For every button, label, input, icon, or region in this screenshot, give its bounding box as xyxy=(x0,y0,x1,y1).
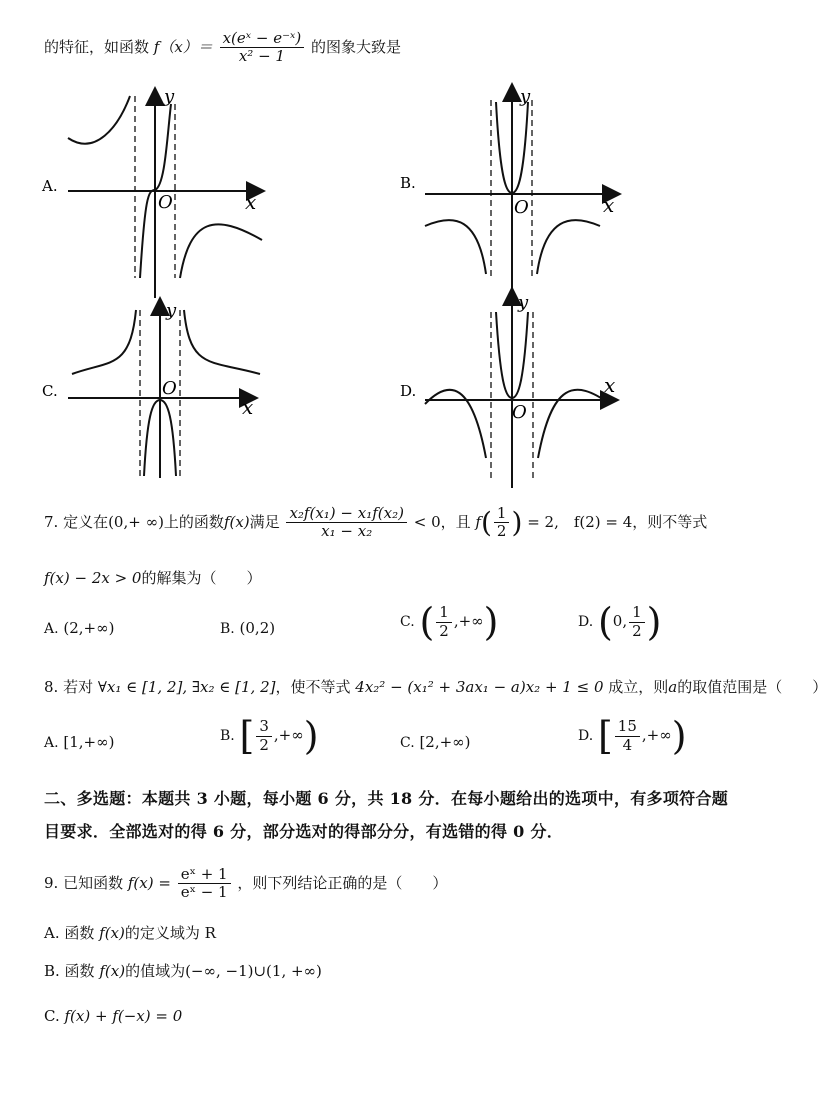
graph-b-origin: O xyxy=(514,197,529,218)
q9-option-a-tail: 的定义域为 R xyxy=(124,924,216,942)
graph-a-origin: O xyxy=(158,192,173,213)
q7-line2-tail: 的解集为（ ） xyxy=(141,569,262,587)
q9-option-a[interactable] xyxy=(44,922,216,943)
q9-lhs: f(x) = xyxy=(127,873,171,892)
graph-b-label: B. xyxy=(400,174,416,192)
q8-stem-d: 的取值范围是（ ） xyxy=(677,678,827,696)
q7-half-num: 1 xyxy=(494,505,510,523)
section2-heading-line1: 二、多选题：本题共 3 小题，每小题 6 分，共 18 分．在每小题给出的选项中，有多项符合题 xyxy=(44,789,729,808)
q8-option-d-den: 4 xyxy=(622,735,633,754)
q6-fraction xyxy=(220,30,305,66)
q8-stem-b: ，使不等式 xyxy=(275,678,351,696)
q7-f-of: f xyxy=(475,512,481,531)
graph-b xyxy=(400,86,618,288)
q7-option-b-value: (0,2) xyxy=(239,619,276,637)
q7-stem-a: 7. 定义在(0,+ ∞)上的函数 xyxy=(44,512,224,531)
q7-option-a[interactable] xyxy=(44,619,114,637)
graph-a-curve-right xyxy=(180,224,262,278)
graph-b-x-label: x xyxy=(603,193,615,217)
q7-fraction xyxy=(286,505,407,541)
graph-d xyxy=(400,290,616,488)
q8-forall: ∀x₁ ∈ [1, 2], ∃x₂ ∈ [1, 2] xyxy=(97,678,276,696)
q7-stem-d: = 2, f(2) = 4，则不等式 xyxy=(527,512,708,531)
graph-c-curve-left xyxy=(72,310,136,374)
q7-option-d-label: D. xyxy=(578,614,594,630)
q6-stem xyxy=(44,30,401,66)
q7-stem-c: < 0，且 xyxy=(413,512,471,531)
q7-option-d-den: 2 xyxy=(632,621,642,640)
q8-option-c-label: C. xyxy=(400,735,415,751)
q8-stem-a: 8. 若对 xyxy=(44,678,94,696)
q7-line2 xyxy=(44,567,262,588)
q6-denominator: x² − 1 xyxy=(238,47,285,66)
q9-option-a-label: A. 函数 xyxy=(44,924,95,942)
q7-option-a-value: (2,+∞) xyxy=(63,619,115,637)
graph-b-y-label: y xyxy=(520,86,531,107)
q8-option-c[interactable] xyxy=(400,733,471,751)
q7-stem-b: 满足 xyxy=(249,512,280,531)
q7-option-c-den: 2 xyxy=(439,621,449,640)
q8-option-b[interactable]: B. [ $\frac{3}{2}$ ,+∞) xyxy=(220,714,319,758)
graph-c xyxy=(42,300,260,478)
q8-option-a-value: [1,+∞) xyxy=(63,733,115,751)
q7-half-den: 2 xyxy=(496,522,507,541)
q6-numerator: x(eˣ − e⁻ˣ) xyxy=(220,30,305,48)
graph-d-y-label: y xyxy=(518,292,529,313)
graph-panel xyxy=(0,78,800,498)
q7-half xyxy=(494,505,510,541)
q8-option-b-den: 2 xyxy=(259,735,269,754)
q7-option-c-label: C. xyxy=(400,614,415,630)
q9-option-c[interactable] xyxy=(44,1007,182,1025)
graph-a-y-label: y xyxy=(164,86,175,107)
q9-option-c-label: C. xyxy=(44,1007,60,1025)
q8-stem-c: 成立，则 xyxy=(608,678,669,696)
q8-option-d-tail: ,+∞ xyxy=(641,726,672,744)
graph-c-curve-right xyxy=(184,310,260,374)
q8-stem xyxy=(44,676,827,697)
graph-d-x-label: x xyxy=(604,373,616,397)
q7-option-b-label: B. xyxy=(220,621,235,637)
q9-fraction xyxy=(178,866,231,902)
q7-frac-den: x₁ − x₂ xyxy=(321,522,373,541)
q9-option-a-fx: f(x) xyxy=(99,924,125,942)
q7-option-d-num: 1 xyxy=(629,604,645,622)
q7-option-a-label: A. xyxy=(44,621,59,637)
q7-option-b[interactable] xyxy=(220,619,275,637)
graph-c-x-label: x xyxy=(242,395,254,419)
q7-stem: 7. 定义在(0,+ ∞)上的函数f(x)满足 $\frac{\text{x₂f(x₁) − x₁f(x₂)}}{\text{x₁ − x₂}}$ < 0，且 f( $\frac{1}{2}$ ) = 2, f(2) = 4，则不等式 xyxy=(44,504,708,541)
graph-c-y-label: y xyxy=(166,300,177,321)
q7-option-c[interactable]: C. ( $\frac{1}{2}$ ,+∞) xyxy=(400,600,499,644)
q8-option-b-tail: ,+∞ xyxy=(273,726,304,744)
graph-a-x-label: x xyxy=(245,190,257,214)
q9-option-b-label: B. 函数 xyxy=(44,962,95,980)
q7-inequality: f(x) − 2x > 0 xyxy=(44,569,142,587)
q9-option-b[interactable] xyxy=(44,960,322,981)
q9-option-b-fx: f(x) xyxy=(99,962,126,980)
graph-b-curve-right xyxy=(537,220,600,274)
q7-fx: f(x) xyxy=(223,512,250,531)
q9-den: eˣ − 1 xyxy=(180,883,228,902)
q8-option-d-label: D. xyxy=(578,728,594,744)
q8-option-d-num: 15 xyxy=(615,718,640,736)
q6-intro: 的特征，如函数 xyxy=(44,37,150,56)
graph-c-label: C. xyxy=(42,382,58,400)
q9-option-b-set: (−∞, −1)∪(1, +∞) xyxy=(185,962,322,980)
q8-inequality: 4x₂² − (x₁² + 3ax₁ − a)x₂ + 1 ≤ 0 xyxy=(355,678,604,696)
q6-lhs: f（x）＝ xyxy=(153,37,213,56)
graph-c-origin: O xyxy=(162,378,177,399)
graph-a-label: A. xyxy=(42,177,58,195)
graph-d-origin: O xyxy=(512,402,527,423)
graph-a-curve-left xyxy=(68,96,130,144)
q8-a: a xyxy=(668,678,678,696)
q7-option-d-head: 0, xyxy=(612,612,628,630)
graph-a xyxy=(41,86,262,298)
q7-option-c-tail: ,+∞ xyxy=(453,612,484,630)
q9-option-b-mid: 的值域为 xyxy=(125,962,186,980)
q9-stem xyxy=(44,866,447,902)
q8-option-b-label: B. xyxy=(220,728,235,744)
q7-frac-num: x₂f(x₁) − x₁f(x₂) xyxy=(286,505,407,523)
section2-heading-line2: 目要求．全部选对的得 6 分，部分选对的得部分分，有选错的得 0 分． xyxy=(44,822,564,841)
q7-option-c-num: 1 xyxy=(436,604,452,622)
q9-num: eˣ + 1 xyxy=(178,866,231,884)
q8-option-a[interactable] xyxy=(44,733,114,751)
q9-stem-a: 9. 已知函数 xyxy=(44,873,124,892)
q8-option-d[interactable]: D. [ $\frac{15}{4}$ ,+∞) xyxy=(578,714,687,758)
q8-option-c-value: [2,+∞) xyxy=(419,733,471,751)
q9-option-c-value: f(x) + f(−x) = 0 xyxy=(64,1007,183,1025)
graph-d-label: D. xyxy=(400,382,417,400)
q6-tail: 的图象大致是 xyxy=(310,37,401,56)
q8-option-a-label: A. xyxy=(44,735,59,751)
q9-stem-b: ，则下列结论正确的是（ ） xyxy=(237,873,448,892)
q8-option-b-num: 3 xyxy=(256,718,272,736)
graph-b-curve-left xyxy=(425,220,486,274)
q7-option-d[interactable]: D. (0, $\frac{1}{2}$ ) xyxy=(578,600,662,644)
